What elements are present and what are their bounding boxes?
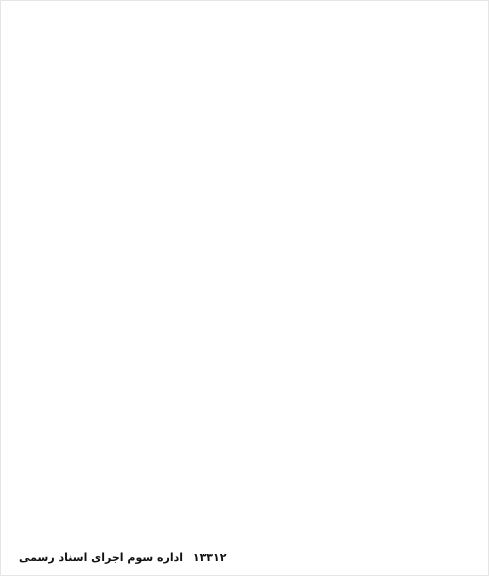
notice-footer <box>13 550 476 565</box>
issuing-office: اداره سوم اجرای اسناد رسمی <box>19 551 184 564</box>
notice-title <box>13 11 476 45</box>
notice-body <box>13 51 476 546</box>
notice-number: ۱۳۳۱۲ <box>192 551 227 564</box>
